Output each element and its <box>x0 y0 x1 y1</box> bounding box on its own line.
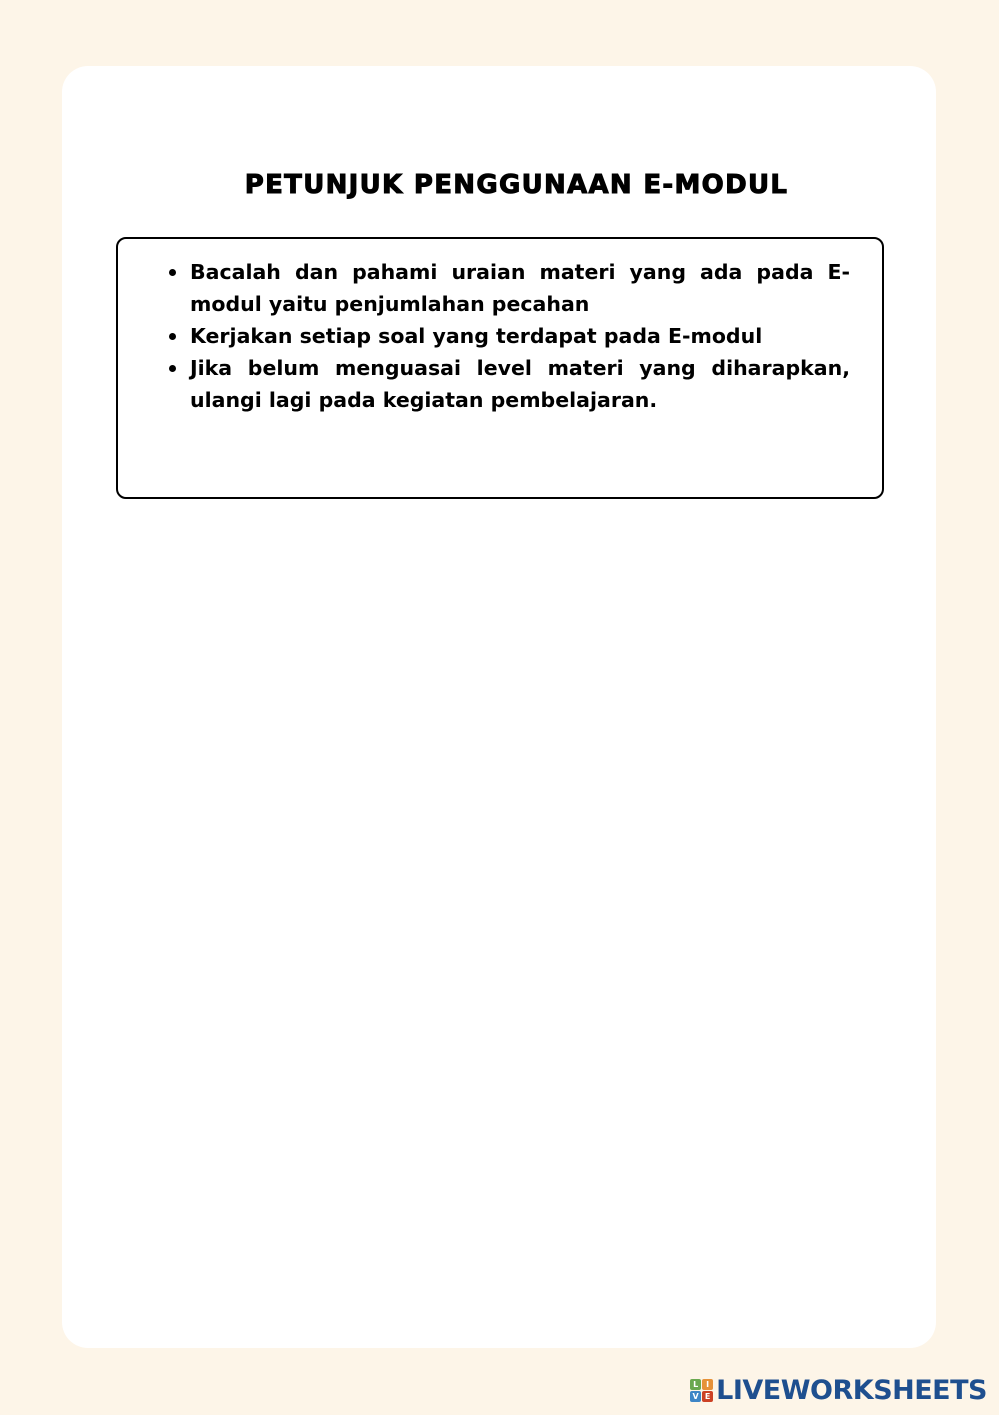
watermark-text: LIVEWORKSHEETS <box>716 1374 987 1406</box>
bullet-icon <box>169 365 176 372</box>
list-item <box>168 320 850 352</box>
logo-cell: L <box>690 1379 701 1390</box>
instruction-text: Jika belum menguasai level materi yang diharapkan, ulangi lagi pada kegiatan pembelajaran. <box>190 356 850 412</box>
list-item <box>168 256 850 320</box>
instruction-text: Kerjakan setiap soal yang terdapat pada E-modul <box>190 324 763 348</box>
page-title: PETUNJUK PENGGUNAAN E-MODUL <box>244 170 789 200</box>
instruction-text: Bacalah dan pahami uraian materi yang ada pada E-modul yaitu penjumlahan pecahan <box>190 260 850 316</box>
liveworksheets-watermark <box>690 1374 987 1406</box>
logo-cell: E <box>702 1391 713 1402</box>
worksheet-page <box>62 66 936 1348</box>
bullet-icon <box>169 333 176 340</box>
logo-cell: I <box>702 1379 713 1390</box>
list-item <box>168 352 850 416</box>
logo-cell: V <box>690 1391 701 1402</box>
bullet-icon <box>169 269 176 276</box>
instruction-list <box>168 256 850 416</box>
instruction-box <box>116 237 884 499</box>
liveworksheets-logo-icon <box>690 1379 713 1402</box>
